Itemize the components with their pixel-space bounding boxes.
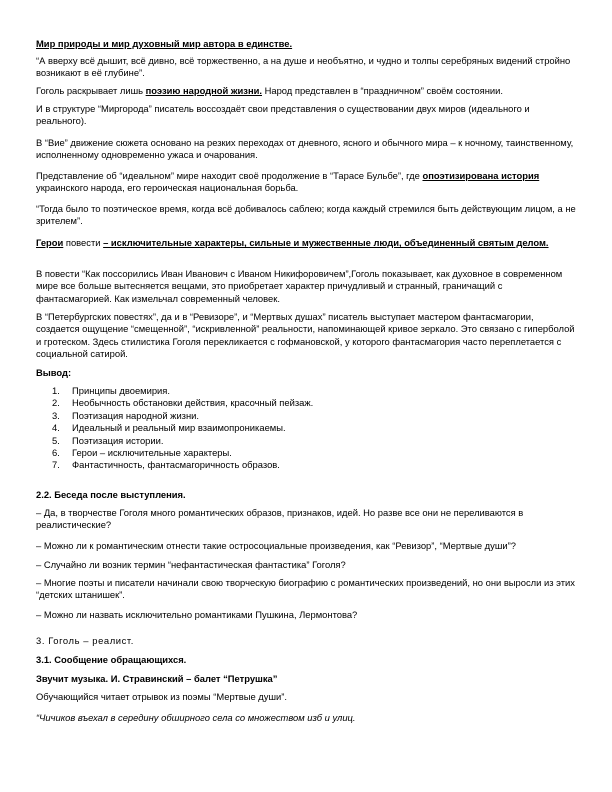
paragraph-petersburg-tales: В “Петербургских повестях”, да и в “Ревизоре”, и “Мертвых душах” писатель выступает мастером фантасмагории, создается ощущение “смещенной”, “искривленной” реальности, напоминающей кривое зеркало. Это связано с гиперболой и гротеском. Здесь стилистика Гоголя перекликается с гофмановской, у которого фантасмагория часто переплетается с социальной сатирой. — [36, 311, 575, 360]
list-item-number: 2. — [52, 397, 60, 409]
section-heading-realist: 3. Гоголь – реалист. — [36, 635, 134, 646]
question-social-works: – Можно ли к романтическим отнести такие остросоциальные произведения, как “Ревизор”, “Мертвые души”? — [36, 540, 516, 551]
paragraph-taras-bulba — [36, 170, 576, 195]
reading-line: Обучающийся читает отрывок из поэмы “Мертвые души”. — [36, 691, 287, 702]
list-item-text: Поэтизация народной жизни. — [72, 409, 200, 421]
list-item-number: 7. — [52, 459, 60, 471]
emphasis-heroes: Герои — [36, 237, 64, 248]
list-item-number: 5. — [52, 434, 60, 446]
paragraph-ivan-ivanovich: В повести “Как поссорились Иван Иванович с Иваном Никифоровичем”,Гоголь показывает, как духовное в современном мире все больше вытесняется вещами, это приобретает характер причудливый и странный, граничащий с фантасмагорией. Как измельчал современный человек. — [36, 268, 563, 304]
list-item-text: Идеальный и реальный мир взаимопроникаемы. — [72, 422, 286, 434]
text-run: Гоголь раскрывает лишь — [36, 85, 146, 96]
conclusion-list-item — [36, 410, 576, 422]
quote-paragraph: “А вверху всё дышит, всё дивно, всё торжественно, а на душе и необъятно, и чудно и толпы серебряных видений стройно возникают в её глубине”. — [36, 55, 571, 79]
section-heading-nature-and-spirit: Мир природы и мир духовный мир автора в единстве. — [36, 38, 293, 49]
list-item-number: 1. — [52, 385, 60, 396]
text-run: повести — [63, 237, 104, 248]
conclusion-list — [36, 385, 576, 472]
text-run: Народ представлен в “праздничном” своём состоянии. — [262, 85, 503, 96]
conclusion-list-item — [36, 397, 576, 409]
conclusion-list-item — [36, 447, 576, 459]
emphasis-poeticized-history: опоэтизирована история — [422, 170, 540, 181]
list-item-number: 3. — [52, 409, 60, 421]
question-pushkin-lermontov: – Можно ли назвать исключительно романтиками Пушкина, Лермонтова? — [36, 609, 358, 620]
paragraph-folk-poetry — [36, 85, 576, 97]
question-romantic-images: – Да, в творчестве Гоголя много романтических образов, признаков, идей. Но разве все они не переливаются в реалистические? — [36, 507, 524, 531]
emphasis-folk-poetry: поэзию народной жизни. — [145, 85, 262, 96]
list-item-number: 6. — [52, 447, 60, 459]
question-term: – Случайно ли возник термин “нефантастическая фантастика” Гоголя? — [36, 559, 346, 570]
list-item-text: Необычность обстановки действия, красочный пейзаж. — [72, 397, 314, 409]
quote-paragraph-2: “Тогда было то поэтическое время, когда всё добивалось саблею; когда каждый стремился быть действующим лицом, а не зрителем”. — [36, 203, 576, 227]
conclusion-list-item — [36, 385, 576, 397]
list-item-text: Поэтизация истории. — [72, 434, 164, 446]
emphasis-heroes-description: – исключительные характеры, сильные и мужественные люди, объединенный святым делом. — [103, 237, 549, 248]
list-item-text: Фантастичность, фантасмагоричность образов. — [72, 459, 280, 471]
conclusion-list-item — [36, 422, 576, 434]
list-item-text: Герои – исключительные характеры. — [72, 447, 232, 459]
subsection-heading-message: 3.1. Сообщение обращающихся. — [36, 654, 187, 665]
list-item-number: 4. — [52, 422, 60, 434]
paragraph-mirgorod: И в структуре “Миргорода” писатель воссоздаёт свои представления о существовании двух миров (идеального и реального). — [36, 103, 530, 127]
italic-quote-chichikov: “Чичиков въехал в середину обширного села со множеством изб и улиц. — [36, 712, 356, 723]
text-run: украинского народа, его героическая национальная борьба. — [36, 182, 299, 194]
question-poets-start: – Многие поэты и писатели начинали свою творческую биографию с романтических произведений, но они выросли из этих “детских штанишек”. — [36, 577, 575, 601]
paragraph-viy: В “Вие” движение сюжета основано на резких переходах от дневного, ясного и обычного мира – к ночному, таинственному, исполненному одновременно ужаса и очарования. — [36, 137, 574, 161]
conclusion-list-item — [36, 435, 576, 447]
section-heading-discussion: 2.2. Беседа после выступления. — [36, 489, 186, 500]
conclusion-label: Вывод: — [36, 367, 72, 378]
conclusion-list-item — [36, 459, 576, 471]
list-item-text: Принципы двоемирия. — [72, 385, 170, 396]
music-line: Звучит музыка. И. Стравинский – балет “Петрушка” — [36, 673, 278, 684]
text-run: Представление об “идеальном” мире находит своё продолжение в “Тарасе Бульбе”, где — [36, 170, 423, 181]
paragraph-heroes — [36, 237, 576, 249]
